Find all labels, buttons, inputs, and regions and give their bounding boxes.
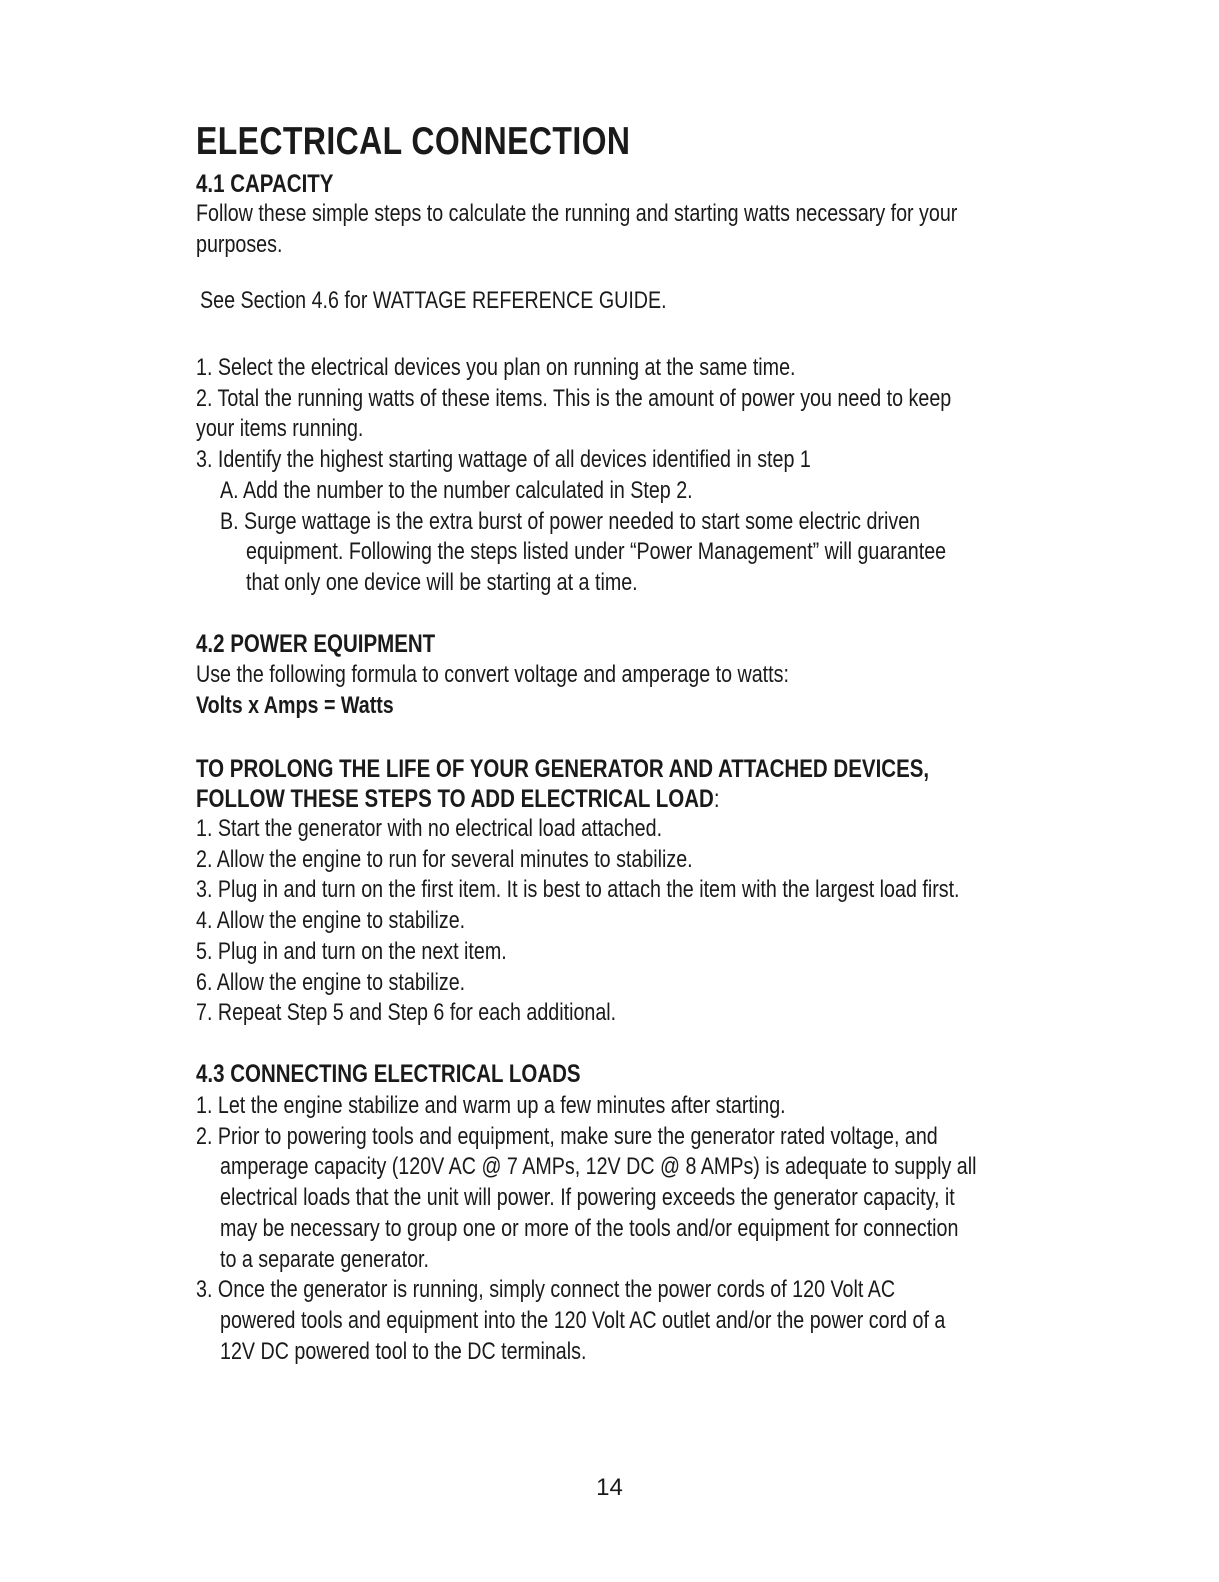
list-item: 6. Allow the engine to stabilize. bbox=[196, 968, 466, 996]
prolong-heading: TO PROLONG THE LIFE OF YOUR GENERATOR AND ATTACHED DEVICES, FOLLOW THESE STEPS TO ADD ELECTRICAL LOAD: bbox=[196, 755, 930, 813]
list-item: 5. Plug in and turn on the next item. bbox=[196, 937, 507, 965]
list-subitem: equipment. Following the steps listed under “Power Management” will guarantee bbox=[246, 538, 947, 566]
list-item-continued: powered tools and equipment into the 120 Volt AC outlet and/or the power cord of a bbox=[220, 1306, 946, 1334]
page-number: 14 bbox=[596, 1474, 623, 1501]
list-item: 3. Once the generator is running, simply connect the power cords of 120 Volt AC bbox=[196, 1276, 896, 1304]
list-item: 2. Allow the engine to run for several minutes to stabilize. bbox=[196, 845, 693, 873]
list-item: 7. Repeat Step 5 and Step 6 for each additional. bbox=[196, 999, 617, 1027]
list-item: 1. Let the engine stabilize and warm up a few minutes after starting. bbox=[196, 1092, 786, 1119]
see-section-note: See Section 4.6 for WATTAGE REFERENCE GUIDE. bbox=[200, 287, 667, 314]
list-item-continued: may be necessary to group one or more of the tools and/or equipment for connection bbox=[220, 1214, 959, 1242]
list-item: 4. Allow the engine to stabilize. bbox=[196, 907, 466, 935]
list-item: 2. Prior to powering tools and equipment, make sure the generator rated voltage, and bbox=[196, 1122, 938, 1150]
list-item: 1. Select the electrical devices you plan on running at the same time. bbox=[196, 354, 796, 381]
power-equipment-text: Use the following formula to convert voltage and amperage to watts: Volts x Amps = Watts bbox=[196, 660, 919, 721]
list-subitem: that only one device will be starting at a time. bbox=[246, 568, 638, 596]
list-item-continued: 12V DC powered tool to the DC terminals. bbox=[220, 1337, 587, 1365]
section-heading-connecting: 4.3 CONNECTING ELECTRICAL LOADS bbox=[196, 1060, 581, 1088]
formula: Volts x Amps = Watts bbox=[196, 691, 394, 719]
connecting-steps bbox=[196, 1091, 1143, 1367]
list-item-continued: amperage capacity (120V AC @ 7 AMPs, 12V DC @ 8 AMPs) is adequate to supply all bbox=[220, 1153, 977, 1181]
section-heading-power-equipment: 4.2 POWER EQUIPMENT bbox=[196, 630, 436, 658]
page-title: ELECTRICAL CONNECTION bbox=[196, 120, 631, 163]
list-item: your items running. bbox=[196, 415, 364, 443]
section-heading-capacity: 4.1 CAPACITY bbox=[196, 170, 334, 198]
list-item: 1. Start the generator with no electrical load attached. bbox=[196, 815, 663, 842]
list-item: 3. Identify the highest starting wattage of all devices identified in step 1 bbox=[196, 446, 811, 474]
list-subitem: B. Surge wattage is the extra burst of power needed to start some electric driven bbox=[220, 507, 921, 535]
capacity-intro: Follow these simple steps to calculate the running and starting watts necessary for your purposes. bbox=[196, 200, 958, 258]
prolong-steps bbox=[196, 814, 1127, 1029]
list-item: 2. Total the running watts of these items. This is the amount of power you need to keep bbox=[196, 384, 952, 412]
list-subitem: A. Add the number to the number calculated in Step 2. bbox=[220, 476, 693, 504]
capacity-steps bbox=[196, 353, 1117, 599]
list-item-continued: electrical loads that the unit will power. If powering exceeds the generator capacity, it bbox=[220, 1184, 955, 1212]
list-item-continued: to a separate generator. bbox=[220, 1245, 429, 1273]
list-item: 3. Plug in and turn on the first item. It is best to attach the item with the largest load first. bbox=[196, 876, 960, 904]
